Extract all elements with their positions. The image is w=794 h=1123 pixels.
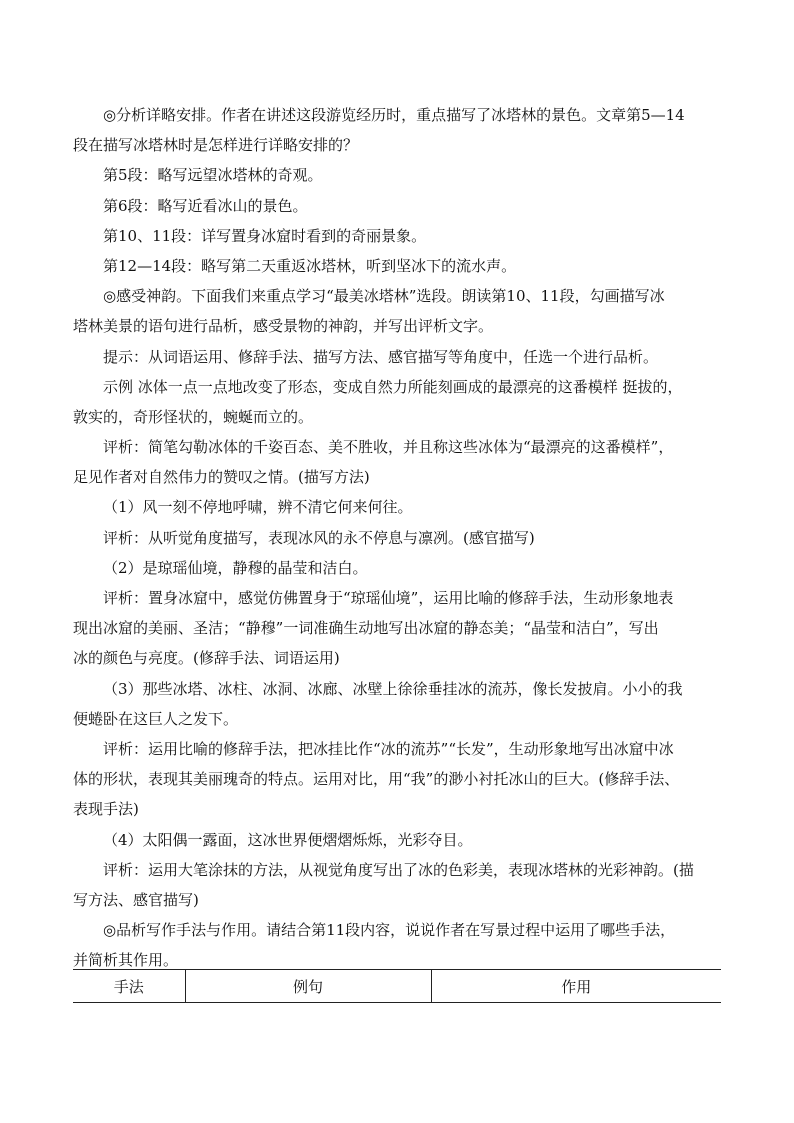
table-header-example: 例句 <box>185 970 431 1003</box>
text-line: ◎感受神韵。下面我们来重点学习“最美冰塔林”选段。朗读第10、11段，勾画描写冰 <box>103 287 665 306</box>
text-line: 冰的颜色与亮度。(修辞手法、词语运用) <box>73 649 340 668</box>
text-line: 表现手法) <box>73 800 139 819</box>
text-line: （4）太阳偶一露面，这冰世界便熠熠烁烁，光彩夺目。 <box>103 830 473 849</box>
text-line: 评析：简笔勾勒冰体的千姿百态、美不胜收，并且称这些冰体为“最漂亮的这番模样”， <box>103 438 674 457</box>
text-line: 第12—14段：略写第二天重返冰塔林，听到坚冰下的流水声。 <box>103 256 517 275</box>
text-line: 体的形状，表现其美丽瑰奇的特点。运用对比，用“我”的渺小衬托冰山的巨大。(修辞手法、 <box>73 770 680 789</box>
text-line: 塔林美景的语句进行品析，感受景物的神韵，并写出评析文字。 <box>73 317 494 336</box>
text-line: （1）风一刻不停地呼啸，辨不清它何来何往。 <box>103 498 413 517</box>
text-line: 评析：运用大笔涂抹的方法，从视觉角度写出了冰的色彩美，表现冰塔林的光彩神韵。(描 <box>103 860 694 879</box>
text-line: 足见作者对自然伟力的赞叹之情。(描写方法) <box>73 468 370 487</box>
text-line: 写方法、感官描写) <box>73 890 199 909</box>
text-line: 评析：置身冰窟中，感觉仿佛置身于“琼瑶仙境”，运用比喻的修辞手法，生动形象地表 <box>103 589 674 607</box>
text-line: 并简析其作用。 <box>73 951 179 970</box>
text-line: （2）是琼瑶仙境，静穆的晶莹和洁白。 <box>103 558 368 577</box>
text-line: 段在描写冰塔林时是怎样进行详略安排的？ <box>73 136 359 155</box>
text-line: 第5段：略写远望冰塔林的奇观。 <box>103 166 323 185</box>
text-line: 评析：从听觉角度描写，表现冰风的永不停息与凛冽。(感官描写) <box>103 528 535 547</box>
text-line: 敦实的，奇形怪状的，蜿蜒而立的。 <box>73 407 314 426</box>
text-line: 现出冰窟的美丽、圣洁；“静穆”一词准确生动地写出冰窟的静态美；“晶莹和洁白”，写出 <box>73 619 659 638</box>
text-line: 提示：从词语运用、修辞手法、描写方法、感官描写等角度中，任选一个进行品析。 <box>103 347 659 366</box>
text-line: 评析：运用比喻的修辞手法，把冰挂比作“冰的流苏”“长发”，生动形象地写出冰窟中冰 <box>103 739 674 758</box>
analysis-table <box>73 969 721 1003</box>
document-body <box>73 100 721 975</box>
table-header-effect: 作用 <box>431 970 721 1003</box>
text-line: ◎分析详略安排。作者在讲述这段游览经历时，重点描写了冰塔林的景色。文章第5—14 <box>103 106 685 124</box>
text-line: 便蜷卧在这巨人之发下。 <box>73 709 239 728</box>
text-line: 第6段：略写近看冰山的景色。 <box>103 196 308 215</box>
table-header-technique: 手法 <box>73 970 185 1003</box>
text-line: 第10、11段：详写置身冰窟时看到的奇丽景象。 <box>103 226 427 245</box>
table-header-row <box>73 970 721 1003</box>
text-line: ◎品析写作手法与作用。请结合第11段内容，说说作者在写景过程中运用了哪些手法， <box>103 921 676 940</box>
text-line: （3）那些冰塔、冰柱、冰洞、冰廊、冰壁上徐徐垂挂冰的流苏，像长发披肩。小小的我 <box>103 679 683 698</box>
text-line: 示例 冰体一点一点地改变了形态，变成自然力所能刻画成的最漂亮的这番模样 挺拔的， <box>103 377 683 396</box>
